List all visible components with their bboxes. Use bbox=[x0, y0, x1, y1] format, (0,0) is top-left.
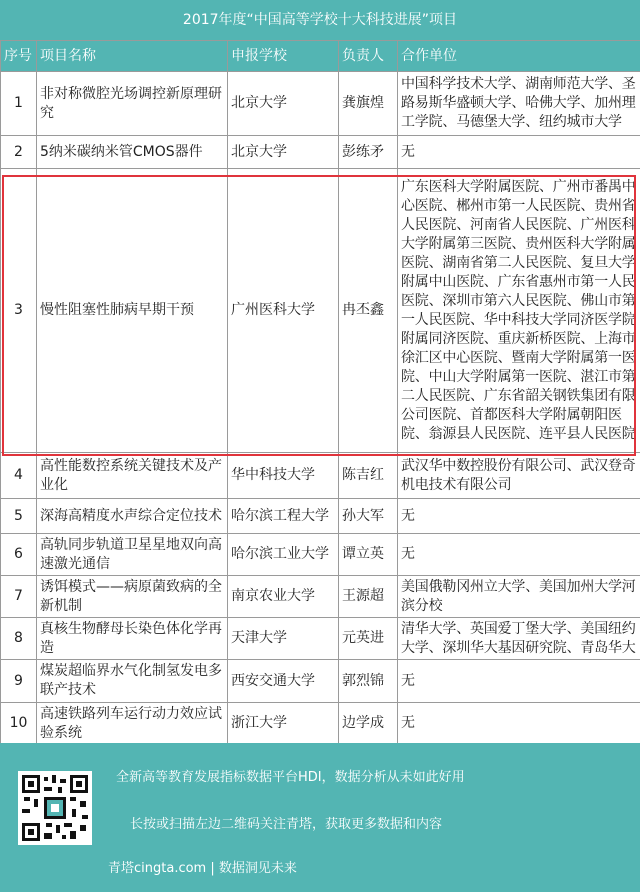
row-school: 北京大学 bbox=[228, 72, 339, 136]
page-title: 2017年度“中国高等学校十大科技进展”项目 bbox=[0, 0, 640, 40]
footer-line-qr-hint: 长按或扫描左边二维码关注青塔，获取更多数据和内容 bbox=[130, 817, 443, 832]
row-partners: 无 bbox=[398, 534, 640, 576]
table-row bbox=[1, 72, 640, 136]
table-row bbox=[1, 703, 640, 745]
row-partners: 清华大学、英国爱丁堡大学、美国纽约大学、深圳华大基因研究院、青岛华大 bbox=[398, 618, 640, 660]
row-index: 3 bbox=[1, 169, 37, 453]
table-row bbox=[1, 618, 640, 660]
row-index: 8 bbox=[1, 618, 37, 660]
qr-code-icon[interactable] bbox=[18, 771, 92, 845]
footer-line-site[interactable]: 青塔cingta.com | 数据洞见未来 bbox=[108, 861, 297, 876]
row-school: 哈尔滨工程大学 bbox=[228, 499, 339, 534]
header-index: 序号 bbox=[1, 41, 37, 72]
table-row bbox=[1, 660, 640, 703]
row-school: 哈尔滨工业大学 bbox=[228, 534, 339, 576]
table-row bbox=[1, 136, 640, 169]
row-partners: 无 bbox=[398, 660, 640, 703]
row-index: 9 bbox=[1, 660, 37, 703]
row-project-name: 非对称微腔光场调控新原理研究 bbox=[37, 72, 228, 136]
row-project-name: 深海高精度水声综合定位技术 bbox=[37, 499, 228, 534]
table-row bbox=[1, 453, 640, 499]
row-index: 2 bbox=[1, 136, 37, 169]
row-index: 10 bbox=[1, 703, 37, 745]
row-project-name: 诱饵模式——病原菌致病的全新机制 bbox=[37, 576, 228, 618]
projects-table bbox=[0, 40, 640, 745]
row-partners: 无 bbox=[398, 136, 640, 169]
row-leader: 王源超 bbox=[339, 576, 398, 618]
row-project-name: 真核生物酵母长染色体化学再造 bbox=[37, 618, 228, 660]
row-school: 西安交通大学 bbox=[228, 660, 339, 703]
row-partners: 无 bbox=[398, 499, 640, 534]
row-school: 广州医科大学 bbox=[228, 169, 339, 453]
row-leader: 龚旗煌 bbox=[339, 72, 398, 136]
row-index: 1 bbox=[1, 72, 37, 136]
table-row bbox=[1, 576, 640, 618]
row-partners: 无 bbox=[398, 703, 640, 745]
row-leader: 郭烈锦 bbox=[339, 660, 398, 703]
row-school: 南京农业大学 bbox=[228, 576, 339, 618]
row-project-name: 高轨同步轨道卫星星地双向高速激光通信 bbox=[37, 534, 228, 576]
table-row bbox=[1, 169, 640, 453]
table-header-row bbox=[1, 41, 640, 72]
header-project-name: 项目名称 bbox=[37, 41, 228, 72]
row-leader: 彭练矛 bbox=[339, 136, 398, 169]
row-partners: 广东医科大学附属医院、广州市番禺中心医院、郴州市第一人民医院、贵州省人民医院、河南省人民医院、广州医科大学附属第三医院、贵州医科大学附属医院、湖南省第二人民医院、复旦大学附属中山医院、广东省惠州市第一人民医院、深圳市第六人民医院、佛山市第一人民医院、华中科技大学同济医学院附属同济医院、重庆新桥医院、上海市徐汇区中心医院、暨南大学附属第一医院、中山大学附属第一医院、湛江市第二人民医院、广东省韶关钢铁集团有限公司医院、首都医科大学附属朝阳医院、翁源县人民医院、连平县人民医院 bbox=[398, 169, 640, 453]
row-index: 6 bbox=[1, 534, 37, 576]
row-project-name: 慢性阻塞性肺病早期干预 bbox=[37, 169, 228, 453]
header-partners: 合作单位 bbox=[398, 41, 640, 72]
row-school: 浙江大学 bbox=[228, 703, 339, 745]
row-school: 华中科技大学 bbox=[228, 453, 339, 499]
row-school: 天津大学 bbox=[228, 618, 339, 660]
row-index: 7 bbox=[1, 576, 37, 618]
row-leader: 冉丕鑫 bbox=[339, 169, 398, 453]
table-row bbox=[1, 534, 640, 576]
row-leader: 孙大军 bbox=[339, 499, 398, 534]
row-index: 5 bbox=[1, 499, 37, 534]
table-row bbox=[1, 499, 640, 534]
header-school: 申报学校 bbox=[228, 41, 339, 72]
row-leader: 元英进 bbox=[339, 618, 398, 660]
row-project-name: 高速铁路列车运行动力效应试验系统 bbox=[37, 703, 228, 745]
row-leader: 边学成 bbox=[339, 703, 398, 745]
row-partners: 中国科学技术大学、湖南师范大学、圣路易斯华盛顿大学、哈佛大学、加州理工学院、马德堡大学、纽约城市大学 bbox=[398, 72, 640, 136]
row-partners: 美国俄勒冈州立大学、美国加州大学河滨分校 bbox=[398, 576, 640, 618]
row-leader: 谭立英 bbox=[339, 534, 398, 576]
row-project-name: 高性能数控系统关键技术及产业化 bbox=[37, 453, 228, 499]
row-partners: 武汉华中数控股份有限公司、武汉登奇机电技术有限公司 bbox=[398, 453, 640, 499]
row-project-name: 煤炭超临界水气化制氢发电多联产技术 bbox=[37, 660, 228, 703]
row-project-name: 5纳米碳纳米管CMOS器件 bbox=[37, 136, 228, 169]
row-school: 北京大学 bbox=[228, 136, 339, 169]
row-leader: 陈吉红 bbox=[339, 453, 398, 499]
footer-banner bbox=[0, 743, 640, 892]
header-leader: 负责人 bbox=[339, 41, 398, 72]
footer-line-hdi: 全新高等教育发展指标数据平台HDI，数据分析从未如此好用 bbox=[116, 770, 465, 785]
row-index: 4 bbox=[1, 453, 37, 499]
